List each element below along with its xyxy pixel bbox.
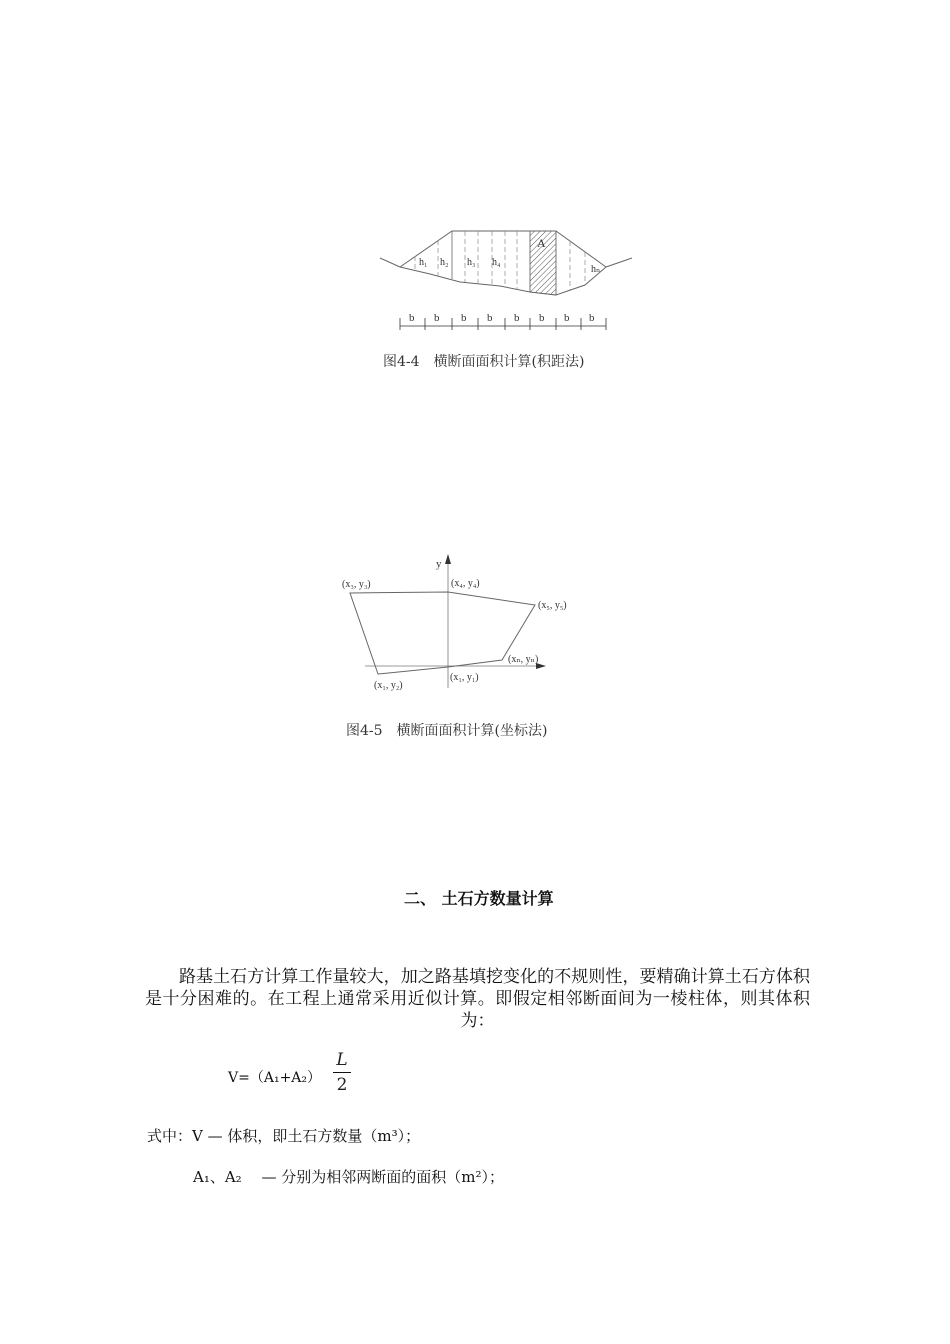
- point-x4y4: (x₄, y₄): [451, 578, 480, 589]
- dim-b-5: b: [514, 312, 520, 324]
- label-h1: h₁: [419, 257, 428, 268]
- dim-b-6: b: [539, 312, 545, 324]
- label-h4: h₄: [492, 257, 501, 268]
- figure-coordinate-method: [330, 550, 590, 700]
- point-x1y2: (x₁, y₂): [374, 680, 403, 691]
- label-hn: hₙ: [591, 264, 601, 275]
- point-x1y1: (x₁, y₁): [450, 672, 479, 683]
- dim-b-4: b: [487, 312, 493, 324]
- point-x3y3: (x₃, y₃): [342, 579, 371, 590]
- point-xnyn: (xₙ, yₙ): [508, 654, 539, 665]
- section-heading: 二、 土石方数量计算: [404, 889, 554, 908]
- label-A: A: [537, 236, 546, 250]
- dim-b-7: b: [564, 312, 570, 324]
- axis-y-label: y: [436, 558, 442, 570]
- fraction-bar: [333, 1072, 351, 1073]
- formula-fraction: [333, 1050, 351, 1095]
- label-h3: h₃: [467, 257, 476, 268]
- body-paragraph: 路基土石方计算工作量较大，加之路基填挖变化的不规则性，要精确计算土石方体积是十分困难的。在工程上通常采用近似计算。即假定相邻断面间为一棱柱体，则其体积为：: [145, 967, 810, 1031]
- label-h2: h₂: [440, 257, 449, 268]
- section-bottom-outline: [400, 267, 606, 295]
- dim-b-3: b: [461, 312, 467, 324]
- figure-integration-method: [370, 220, 650, 340]
- definition-volume: 式中：V — 体积，即土石方数量（m³）；: [147, 1127, 421, 1145]
- formula-lhs: V=（A₁+A₂）: [228, 1070, 322, 1086]
- dim-b-1: b: [409, 312, 415, 324]
- dim-b-2: b: [434, 312, 440, 324]
- ground-line: [380, 258, 400, 267]
- dim-b-8: b: [589, 312, 595, 324]
- section-top-outline: [400, 231, 606, 267]
- figure1-caption: 图4-4 横断面面积计算(积距法): [383, 354, 585, 370]
- formula-denominator: 2: [336, 1075, 348, 1095]
- point-x5y5: (x₅, y₅): [538, 600, 567, 611]
- figure2-caption: 图4-5 横断面面积计算(坐标法): [346, 723, 548, 739]
- definition-areas: A₁、A₂ — 分别为相邻两断面的面积（m²）；: [193, 1168, 504, 1186]
- formula-numerator: L: [336, 1050, 348, 1070]
